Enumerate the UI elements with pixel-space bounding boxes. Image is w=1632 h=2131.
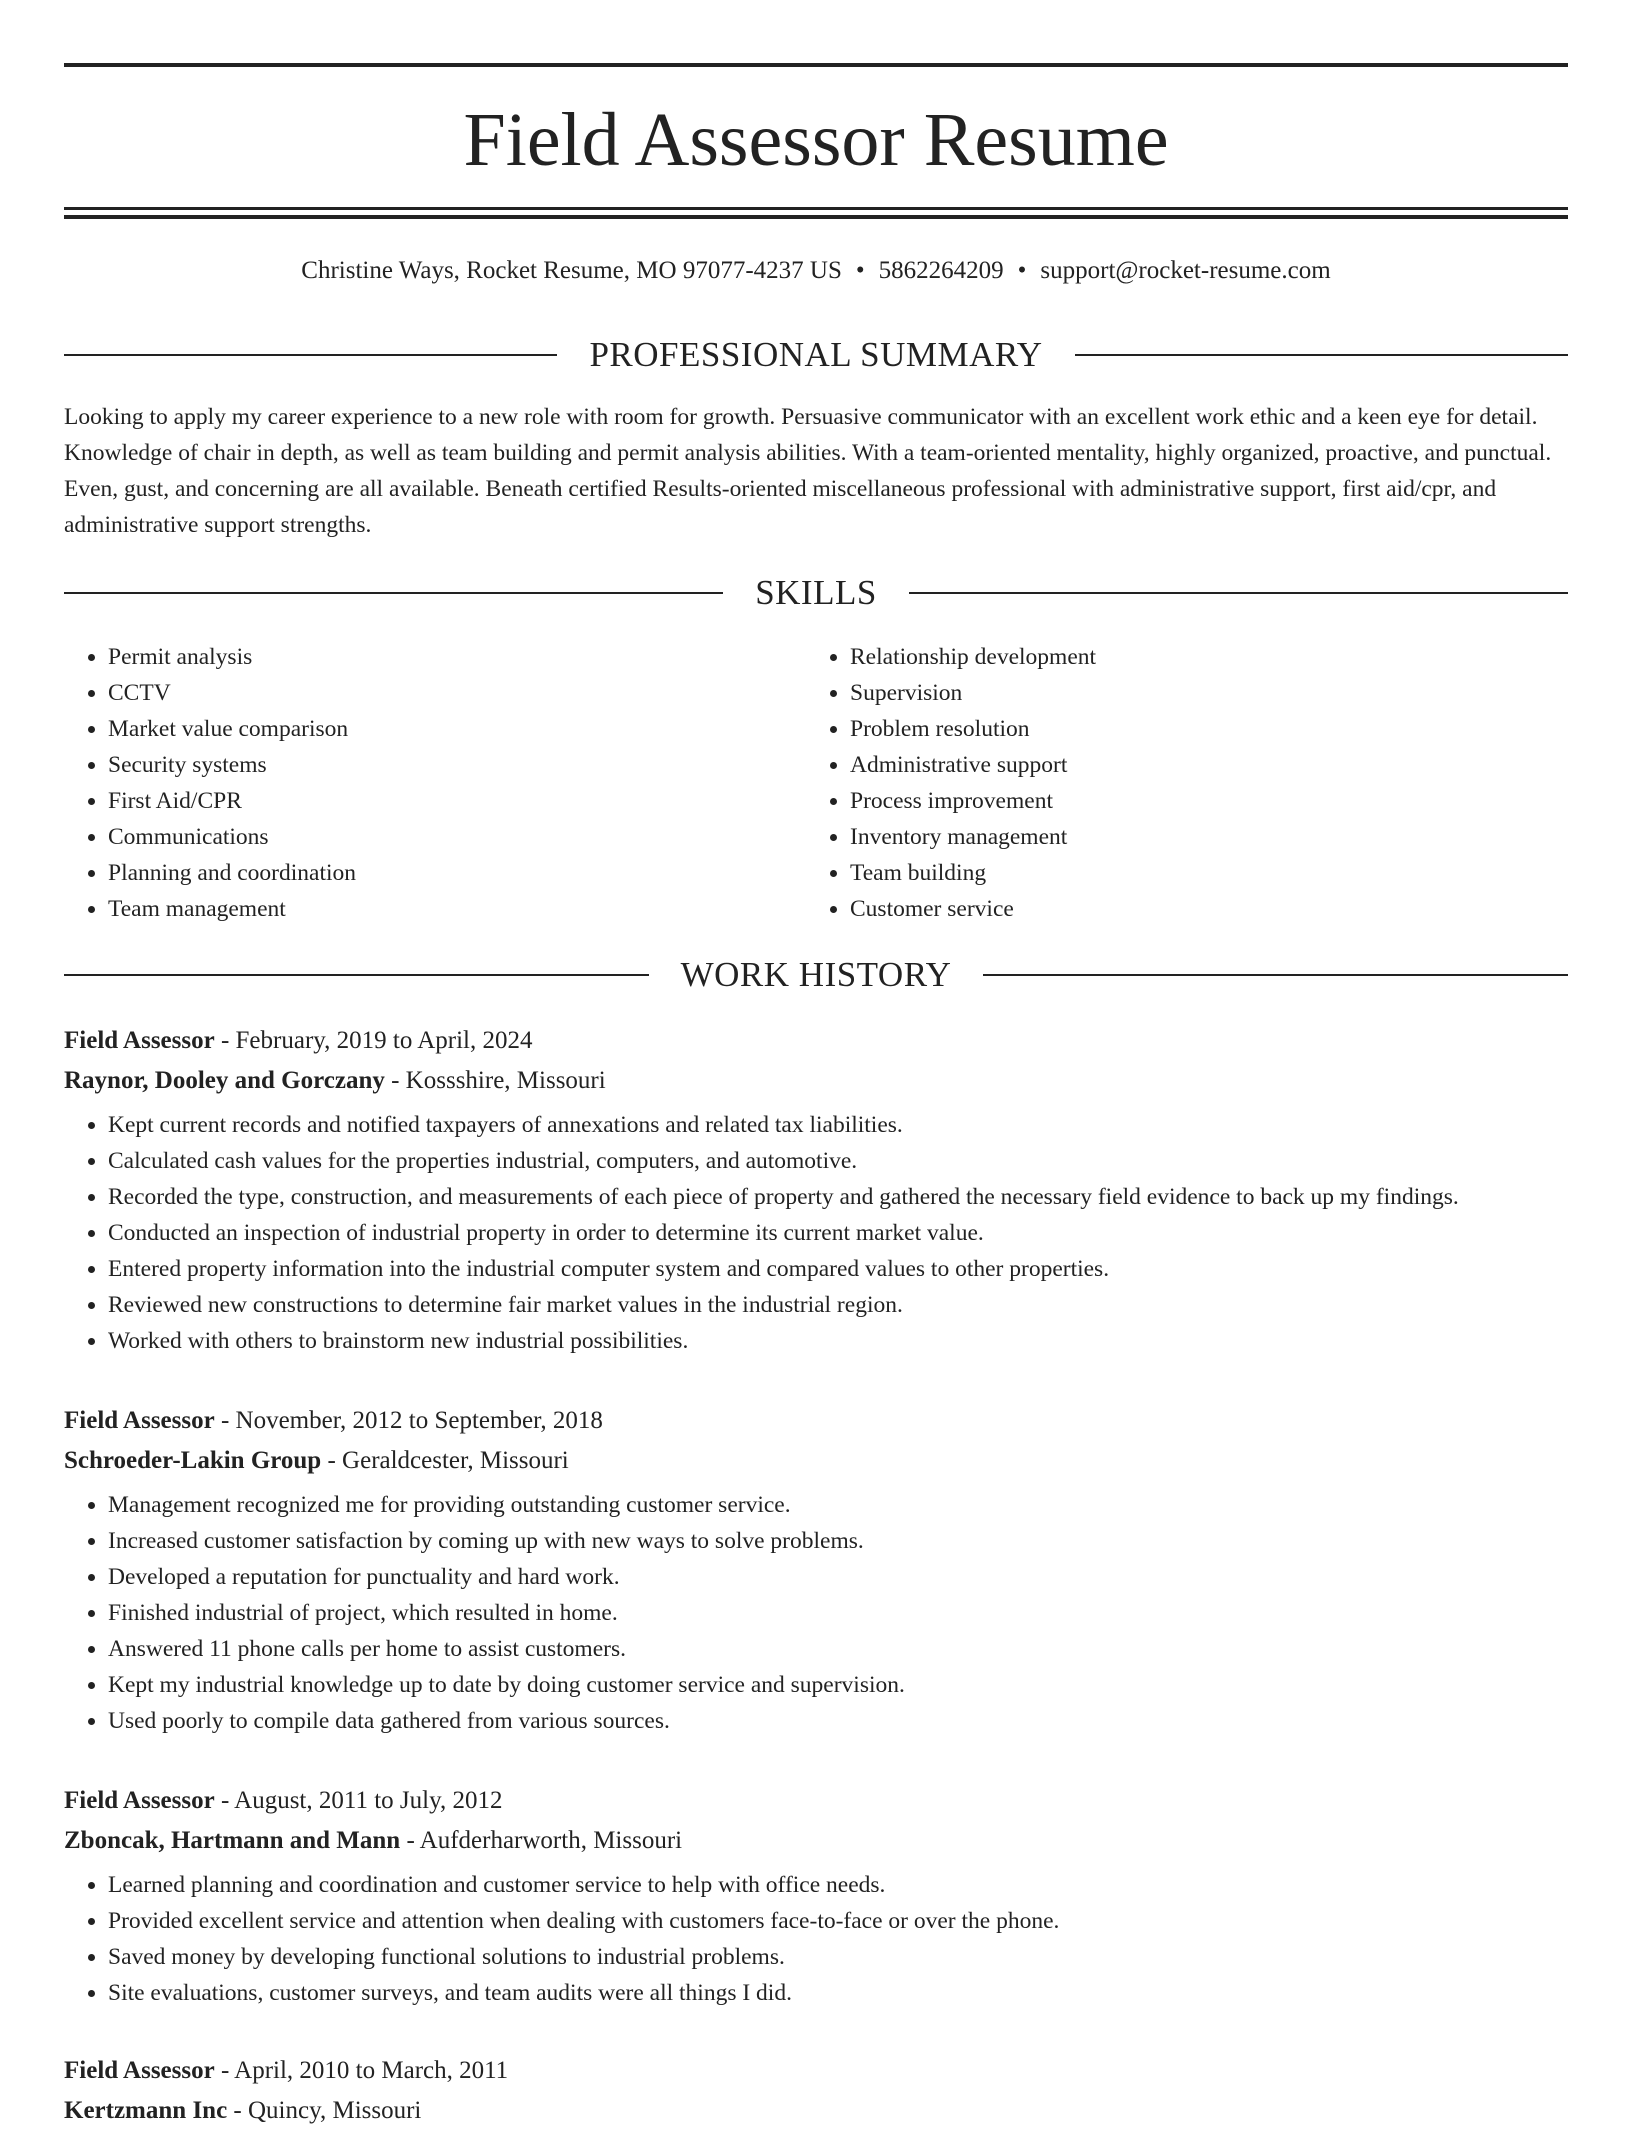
section-title: SKILLS — [755, 573, 877, 612]
job-bullet: • Management recognized me for providing outstanding customer service. — [108, 1487, 1568, 1523]
job-bullet: • Recorded the type, construction, and measurements of each piece of property and gathered the necessary field evidence to back up my findings. — [108, 1179, 1568, 1215]
job-bullet: • Provided excellent service and attention when dealing with customers face-to-face or over the phone. — [108, 1903, 1568, 1939]
skill-item: • Problem resolution — [850, 711, 1548, 747]
job-title: Field Assessor — [64, 1407, 215, 1434]
heading-rule — [64, 592, 723, 594]
job-title-line — [64, 1401, 1568, 1441]
top-rule — [64, 63, 1568, 67]
job-title: Field Assessor — [64, 1787, 215, 1814]
skill-item: • Process improvement — [850, 783, 1548, 819]
title-rule-lower — [64, 215, 1568, 219]
contact-separator: • — [855, 257, 865, 284]
professional-summary: Looking to apply my career experience to a new role with room for growth. Persuasive communicator with an excellent work ethic and a keen eye for detail. Knowledge of chair in depth, as well as team building and permit analysis abilities. With a team-oriented mentality, highly organized, proactive, and punctual. Even, gust, and concerning are all available. Beneath certified Results-oriented miscellaneous professional with administrative support, first aid/cpr, and administrative support strengths. — [64, 404, 1552, 538]
job-entry — [64, 1781, 1568, 2011]
job-dates: - February, 2019 to April, 2024 — [214, 1027, 533, 1054]
job-bullet: • Site evaluations, customer surveys, and team audits were all things I did. — [108, 1975, 1568, 2011]
job-company: Schroeder-Lakin Group — [64, 1447, 322, 1474]
skill-item: • Communications — [108, 819, 806, 855]
heading-rule — [983, 974, 1568, 976]
skill-item: • Supervision — [850, 675, 1548, 711]
section-heading-work — [64, 953, 1568, 997]
page-title: Field Assessor Resume — [463, 98, 1169, 182]
skills-column-right — [806, 639, 1548, 927]
skill-item: • Team building — [850, 855, 1548, 891]
job-company-line — [64, 1441, 1568, 1481]
job-entry — [64, 1021, 1568, 1359]
job-bullet: • Entered property information into the industrial computer system and compared values to other properties. — [108, 1251, 1568, 1287]
skill-item: • Team management — [108, 891, 806, 927]
contact-phone: 5862264209 — [878, 257, 1004, 284]
job-title: Field Assessor — [64, 1027, 215, 1054]
job-company: Raynor, Dooley and Gorczany — [64, 1067, 385, 1094]
skill-item: • CCTV — [108, 675, 806, 711]
skill-item: • Inventory management — [850, 819, 1548, 855]
job-dates: - April, 2010 to March, 2011 — [214, 2057, 509, 2084]
skills-column-left — [64, 639, 806, 927]
job-bullet: • Used poorly to compile data gathered from various sources. — [108, 1703, 1568, 1739]
job-company-line — [64, 1821, 1568, 1861]
contact-separator: • — [1017, 257, 1027, 284]
job-bullet: • Developed a reputation for punctuality and hard work. — [108, 1559, 1568, 1595]
contact-address: Christine Ways, Rocket Resume, MO 97077-4237 US — [301, 257, 842, 284]
section-heading-summary — [64, 333, 1568, 377]
job-bullet: • Calculated cash values for the properties industrial, computers, and automotive. — [108, 1143, 1568, 1179]
job-bullet: • Conducted an inspection of industrial property in order to determine its current market value. — [108, 1215, 1568, 1251]
job-company-line — [64, 2091, 1568, 2131]
job-bullets — [64, 1867, 1568, 2011]
heading-rule — [1075, 354, 1568, 356]
skill-item: • First Aid/CPR — [108, 783, 806, 819]
job-bullet: • Answered 11 phone calls per home to assist customers. — [108, 1631, 1568, 1667]
skill-item: • Customer service — [850, 891, 1548, 927]
job-dates: - August, 2011 to July, 2012 — [214, 1787, 503, 1814]
heading-rule — [909, 592, 1568, 594]
job-company: Zboncak, Hartmann and Mann — [64, 1827, 401, 1854]
job-location: - Kossshire, Missouri — [384, 1067, 606, 1094]
job-bullet: • Reviewed new constructions to determine fair market values in the industrial region. — [108, 1287, 1568, 1323]
job-bullets — [64, 1487, 1568, 1739]
skill-item: • Planning and coordination — [108, 855, 806, 891]
skill-item: • Market value comparison — [108, 711, 806, 747]
job-bullet: • Increased customer satisfaction by coming up with new ways to solve problems. — [108, 1523, 1568, 1559]
job-title-line — [64, 1021, 1568, 1061]
job-dates: - November, 2012 to September, 2018 — [214, 1407, 603, 1434]
contact-line — [64, 253, 1568, 289]
job-bullet: • Finished industrial of project, which resulted in home. — [108, 1595, 1568, 1631]
skills-list — [64, 639, 1568, 927]
job-bullet: • Kept current records and notified taxpayers of annexations and related tax liabilities. — [108, 1107, 1568, 1143]
job-bullet: • Kept my industrial knowledge up to date by doing customer service and supervision. — [108, 1667, 1568, 1703]
job-company-line — [64, 1061, 1568, 1101]
job-title-line — [64, 1781, 1568, 1821]
heading-rule — [64, 354, 557, 356]
job-location: - Aufderharworth, Missouri — [400, 1827, 683, 1854]
job-bullet: • Saved money by developing functional solutions to industrial problems. — [108, 1939, 1568, 1975]
skill-item: • Permit analysis — [108, 639, 806, 675]
skill-item: • Administrative support — [850, 747, 1548, 783]
title-rule-upper — [64, 207, 1568, 210]
job-title-line — [64, 2051, 1568, 2091]
skill-item: • Security systems — [108, 747, 806, 783]
job-bullet: • Learned planning and coordination and customer service to help with office needs. — [108, 1867, 1568, 1903]
contact-email: support@rocket-resume.com — [1040, 257, 1331, 284]
skill-item: • Relationship development — [850, 639, 1548, 675]
job-entry — [64, 2051, 1568, 2131]
job-bullet: • Worked with others to brainstorm new industrial possibilities. — [108, 1323, 1568, 1359]
job-title: Field Assessor — [64, 2057, 215, 2084]
job-location: - Geraldcester, Missouri — [321, 1447, 569, 1474]
heading-rule — [64, 974, 649, 976]
job-bullets — [64, 1107, 1568, 1359]
job-company: Kertzmann Inc — [64, 2097, 228, 2124]
job-location: - Quincy, Missouri — [227, 2097, 422, 2124]
section-title: WORK HISTORY — [680, 955, 952, 994]
job-entry — [64, 1401, 1568, 1739]
section-title: PROFESSIONAL SUMMARY — [589, 335, 1043, 374]
section-heading-skills — [64, 571, 1568, 615]
